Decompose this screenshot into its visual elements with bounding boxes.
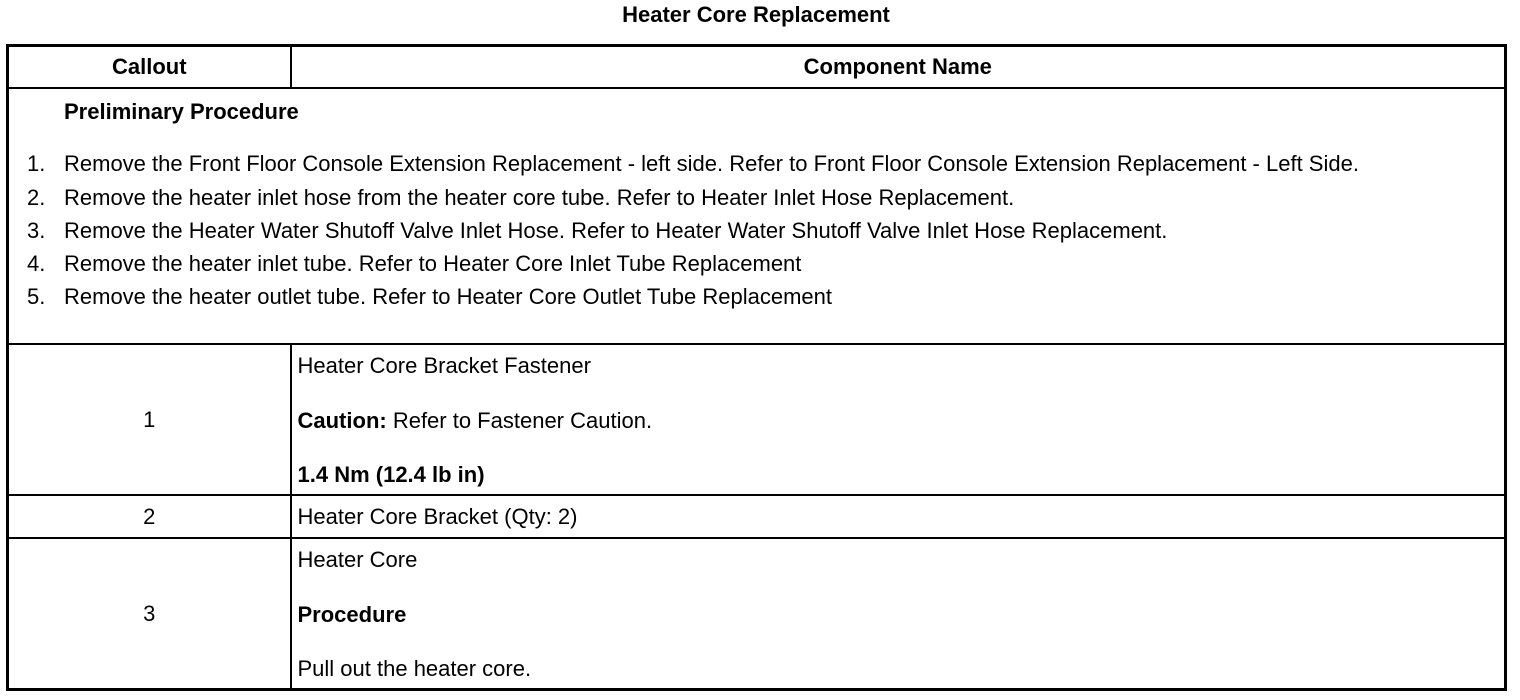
step-number: 2. bbox=[27, 185, 46, 210]
list-item bbox=[9, 149, 1479, 179]
step-text: Remove the heater inlet hose from the heater core tube. Refer to Heater Inlet Hose Replacement. bbox=[64, 185, 1015, 210]
component-name-header: Component Name bbox=[291, 46, 1506, 89]
component-name: Heater Core bbox=[297, 547, 418, 572]
step-text: Remove the heater outlet tube. Refer to Heater Core Outlet Tube Replacement bbox=[64, 284, 832, 309]
step-number: 5. bbox=[27, 284, 46, 309]
step-text: Remove the Heater Water Shutoff Valve Inlet Hose. Refer to Heater Water Shutoff Valve Inlet Hose Replacement. bbox=[64, 218, 1168, 243]
component-table bbox=[6, 44, 1507, 691]
caution-label: Caution: bbox=[297, 408, 387, 433]
list-item bbox=[9, 215, 1479, 247]
component-name: Heater Core Bracket (Qty: 2) bbox=[297, 503, 578, 529]
caution-note bbox=[298, 408, 1505, 434]
callout-cell: 3 bbox=[8, 538, 291, 690]
preliminary-procedure-cell bbox=[8, 88, 1506, 344]
list-item bbox=[9, 248, 1479, 280]
table-row bbox=[8, 495, 1506, 538]
preliminary-procedure-heading: Preliminary Procedure bbox=[64, 99, 299, 124]
table-row bbox=[8, 538, 1506, 690]
step-number: 1. bbox=[27, 151, 46, 176]
procedure-text: Pull out the heater core. bbox=[297, 656, 532, 681]
step-text: Remove the heater inlet tube. Refer to Heater Core Inlet Tube Replacement bbox=[64, 251, 802, 276]
procedure-label bbox=[298, 602, 1505, 628]
list-item bbox=[9, 182, 1479, 214]
preliminary-procedure-row bbox=[8, 88, 1506, 344]
list-item bbox=[9, 281, 1479, 313]
torque-spec bbox=[298, 462, 1505, 488]
component-cell bbox=[291, 538, 1506, 690]
step-number: 3. bbox=[27, 218, 46, 243]
callout-header: Callout bbox=[8, 46, 291, 89]
step-text: Remove the Front Floor Console Extension Replacement - left side. Refer to Front Floor Console Extension Replacement - Left Side. bbox=[64, 151, 1359, 176]
component-cell bbox=[291, 495, 1506, 538]
preliminary-steps-list bbox=[9, 149, 1479, 314]
torque-value: 1.4 Nm (12.4 lb in) bbox=[297, 462, 485, 487]
procedure-heading: Procedure bbox=[297, 602, 407, 627]
step-number: 4. bbox=[27, 251, 46, 276]
document-title: Heater Core Replacement bbox=[622, 2, 890, 27]
callout-cell: 1 bbox=[8, 344, 291, 495]
component-cell bbox=[291, 344, 1506, 495]
callout-cell: 2 bbox=[8, 495, 291, 538]
table-header-row bbox=[8, 46, 1506, 89]
component-name: Heater Core Bracket Fastener bbox=[297, 353, 591, 378]
table-row bbox=[8, 344, 1506, 495]
caution-text: Refer to Fastener Caution. bbox=[386, 408, 653, 433]
